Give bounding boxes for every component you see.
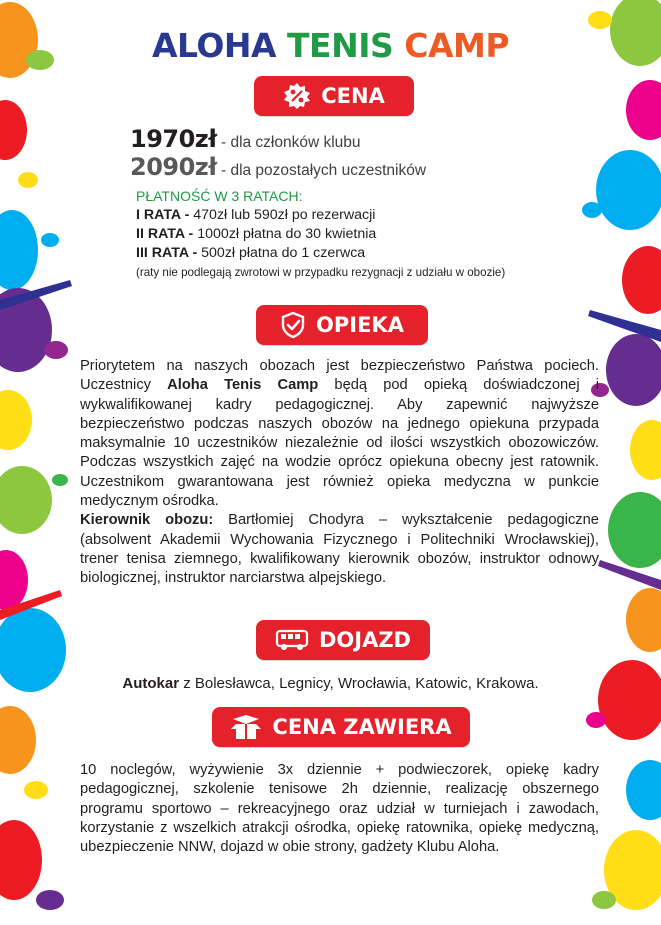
price-members-amount: 1970zł (130, 125, 217, 153)
cena-badge-label: CENA (321, 84, 385, 108)
opieka-p1-bold: Aloha Tenis Camp (167, 377, 319, 394)
installment-2-text: 1000zł płatna do 30 kwietnia (193, 226, 377, 242)
installments-block (136, 187, 505, 282)
cena-zawiera-badge-label: CENA ZAWIERA (272, 715, 452, 739)
installment-1 (136, 206, 505, 225)
dojazd-badge-label: DOJAZD (318, 628, 411, 652)
opieka-p2-text: Bartłomiej Chodyra – wykształcenie pedagogiczne (absolwent Akademii Wychowania Fizycznego i Politechniki Wrocławskiej), trener tenisa ziemnego, kwalifikowany kierownik obozów, instruktor odnowy biologicznej, instruktor narciarstwa alpejskiego. (80, 512, 599, 587)
cena-zawiera-paragraph: 10 noclegów, wyżywienie 3x dziennie + podwieczorek, opiekę kadry pedagogicznej, szkolenie tenisowe 2h dziennie, realizację obszernego programu sportowo – rekreacyjnego oraz udział w turniejach i zawodach, korzystanie z wszelkich atrakcji ośrodka, opiekę ratownika, opiekę medyczną, ubezpieczenie NNW, dojazd w obie strony, gadżety Klubu Aloha. (80, 762, 599, 856)
cena-badge (254, 76, 414, 116)
title-word-aloha: ALOHA (151, 26, 277, 65)
dojazd-bold: Autokar (122, 675, 180, 692)
percent-tag-icon (283, 82, 311, 110)
cena-zawiera-text (80, 761, 599, 857)
opieka-text (80, 357, 599, 589)
installments-header: PŁATNOŚĆ W 3 RATACH: (136, 188, 303, 204)
installment-2 (136, 225, 505, 244)
dojazd-cities: z Bolesławca, Legnicy, Wrocławia, Katowic, Krakowa. (179, 675, 539, 692)
installments-note: (raty nie podlegają zwrotowi w przypadku rezygnacji z udziału w obozie) (136, 266, 506, 279)
title-word-camp: CAMP (404, 26, 510, 65)
price-line-others (130, 153, 426, 181)
price-others-desc: - dla pozostałych uczestników (216, 162, 427, 179)
opieka-p1-part-b: będą pod opieką doświadczonej i wykwalifikowanej kadry pedagogicznej. Aby zapewnić najwyższe bezpieczeństwo podczas naszych obozów na jednego opiekuna przypada maksymalnie 10 uczestników niezależnie od ilości wszystkich obozowiczów. Podczas wszystkich zajęć na wodzie oprócz opiekuna obecny jest ratownik. Uczestnikom gwarantowana jest również opieka medyczna w punkcie medycznym ośrodka. (80, 377, 599, 510)
price-line-members (130, 125, 361, 153)
opieka-paragraph-1 (80, 357, 599, 511)
dojazd-badge (256, 620, 430, 660)
opieka-badge (256, 305, 428, 345)
shield-check-icon (280, 311, 306, 339)
opieka-p2-bold: Kierownik obozu: (80, 512, 214, 529)
opieka-paragraph-2 (80, 511, 599, 588)
box-icon (230, 713, 262, 741)
page-title (0, 26, 661, 65)
installment-2-label: II RATA - (136, 226, 194, 242)
dojazd-text (0, 675, 661, 692)
installment-3-text: 500zł płatna do 1 czerwca (197, 245, 366, 261)
opieka-p1-part-a: Priorytetem na naszych obozach jest bezpieczeństwo Państwa pociech. Uczestnicy (80, 358, 599, 394)
price-others-amount: 2090zł (130, 153, 217, 181)
bus-icon (275, 628, 309, 652)
opieka-badge-label: OPIEKA (316, 313, 404, 337)
installment-3-label: III RATA - (136, 245, 198, 261)
installment-1-text: 470zł lub 590zł po rezerwacji (189, 207, 376, 223)
installment-3 (136, 244, 505, 263)
price-members-desc: - dla członków klubu (216, 134, 361, 151)
title-word-tenis: TENIS (287, 26, 394, 65)
installment-1-label: I RATA - (136, 207, 190, 223)
cena-zawiera-badge (212, 707, 470, 747)
